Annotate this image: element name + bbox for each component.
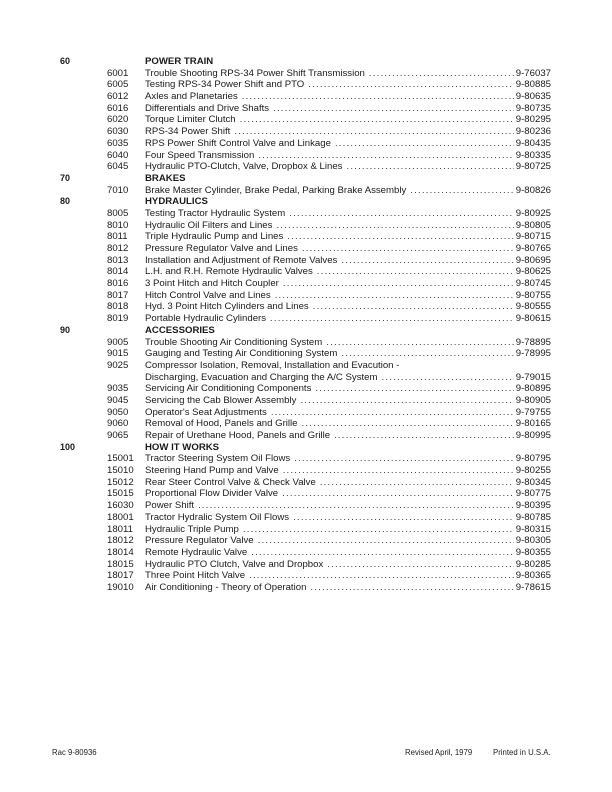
section-number: 80 xyxy=(60,196,71,207)
entry-page-number: 9-80795 xyxy=(515,453,551,465)
entry-page-number: 9-80305 xyxy=(515,535,551,547)
entry-title xyxy=(145,488,551,500)
toc-entry xyxy=(0,477,612,489)
dot-leader xyxy=(271,407,551,419)
toc-entry xyxy=(0,500,612,512)
entry-title-text: Triple Hydraulic Pump and Lines xyxy=(145,231,284,243)
entry-code: 18012 xyxy=(107,535,134,547)
entry-title-text: RPS-34 Power Shift xyxy=(145,126,231,138)
dot-leader xyxy=(283,278,551,290)
entry-code: 8018 xyxy=(107,301,129,313)
toc-entry xyxy=(0,103,612,115)
entry-page-number: 9-80395 xyxy=(515,500,551,512)
section-heading: HOW IT WORKS xyxy=(145,441,220,453)
entry-code: 6001 xyxy=(107,67,129,79)
entry-page-number: 9-80435 xyxy=(515,137,551,149)
section-number: 70 xyxy=(60,172,71,183)
entry-code: 8013 xyxy=(107,254,129,266)
entry-title xyxy=(145,103,551,115)
entry-title-text: Air Conditioning - Theory of Operation xyxy=(145,581,307,593)
entry-page-number: 9-80355 xyxy=(515,546,551,558)
entry-title-text: Four Speed Transmission xyxy=(145,149,255,161)
entry-title xyxy=(145,407,551,419)
entry-page-number: 9-80236 xyxy=(515,126,551,138)
entry-title xyxy=(145,535,551,547)
dot-leader xyxy=(273,103,551,115)
entry-title xyxy=(145,79,551,91)
entry-page-number: 9-80165 xyxy=(515,418,551,430)
table-of-contents xyxy=(0,56,612,594)
toc-entry xyxy=(0,465,612,477)
entry-page-number: 9-80285 xyxy=(515,558,551,570)
section-heading: ACCESSORIES xyxy=(145,324,215,336)
section-heading: BRAKES xyxy=(145,172,186,184)
entry-title-text: Removal of Hood, Panels and Grille xyxy=(145,418,298,430)
entry-code: 6020 xyxy=(107,114,129,126)
toc-entry xyxy=(0,138,612,150)
dot-leader xyxy=(270,313,551,325)
entry-page-number: 9-80885 xyxy=(515,79,551,91)
entry-title xyxy=(145,255,551,267)
entry-code: 15010 xyxy=(107,465,134,477)
section-number: 60 xyxy=(60,56,71,66)
toc-entry xyxy=(0,91,612,103)
entry-title xyxy=(145,512,551,524)
entry-code: 8019 xyxy=(107,313,129,325)
toc-entry xyxy=(0,570,612,582)
entry-title-text: Servicing Air Conditioning Components xyxy=(145,383,312,395)
entry-title xyxy=(145,150,551,162)
entry-code: 6016 xyxy=(107,102,129,114)
section-number: 100 xyxy=(60,441,76,452)
toc-entry xyxy=(0,208,612,220)
entry-page-number: 9-80615 xyxy=(515,313,551,325)
toc-entry xyxy=(0,337,612,349)
entry-title-line1 xyxy=(145,360,551,372)
entry-title-text: Pressure Regulator Valve xyxy=(145,535,254,547)
toc-entry xyxy=(0,524,612,536)
entry-page-number: 9-78995 xyxy=(515,348,551,360)
dot-leader xyxy=(258,535,551,547)
entry-code: 8017 xyxy=(107,289,129,301)
entry-page-number: 9-80826 xyxy=(515,184,551,196)
entry-title xyxy=(145,243,551,255)
entry-page-number: 9-80625 xyxy=(515,266,551,278)
dot-leader xyxy=(234,126,551,138)
dot-leader xyxy=(294,453,551,465)
entry-page-number: 9-80345 xyxy=(515,476,551,488)
entry-code: 18017 xyxy=(107,570,134,582)
section-heading: HYDRAULICS xyxy=(145,196,208,208)
entry-title xyxy=(145,208,551,220)
entry-title-text: Rear Steer Control Valve & Check Valve xyxy=(145,476,316,488)
entry-page-number: 9-80785 xyxy=(515,511,551,523)
entry-title xyxy=(145,126,551,138)
section-heading: POWER TRAIN xyxy=(145,56,214,67)
toc-entry xyxy=(0,301,612,313)
entry-title-text: Repair of Urethane Hood, Panels and Grille xyxy=(145,430,331,441)
dot-leader xyxy=(293,512,551,524)
toc-entry xyxy=(0,114,612,126)
toc-entry xyxy=(0,266,612,278)
entry-page-number: 9-80555 xyxy=(515,301,551,313)
entry-title-text: Trouble Shooting RPS-34 Power Shift Transmission xyxy=(145,67,365,79)
toc-entry xyxy=(0,161,612,173)
entry-page-number: 9-78615 xyxy=(515,581,551,593)
entry-title xyxy=(145,91,551,103)
entry-code: 9065 xyxy=(107,430,129,441)
entry-page-number: 9-80765 xyxy=(515,243,551,254)
toc-entry xyxy=(0,278,612,290)
entry-code: 9015 xyxy=(107,348,129,360)
entry-page-number: 9-80295 xyxy=(515,114,551,126)
dot-leader xyxy=(276,220,551,232)
toc-entry xyxy=(0,220,612,232)
entry-title xyxy=(145,220,551,232)
entry-title xyxy=(145,524,551,536)
toc-entry xyxy=(0,126,612,138)
entry-title-text: Testing Tractor Hydraulic System xyxy=(145,207,286,219)
entry-title-text: Power Shift xyxy=(145,500,195,512)
toc-entry xyxy=(0,231,612,243)
toc-entry xyxy=(0,243,612,255)
toc-entry xyxy=(0,547,612,559)
entry-title-text: Gauging and Testing Air Conditioning System xyxy=(145,348,338,360)
toc-entry xyxy=(0,535,612,547)
entry-title xyxy=(145,500,551,512)
section-heading-row xyxy=(0,442,612,454)
entry-title xyxy=(145,301,551,313)
entry-title xyxy=(145,372,551,384)
entry-title-text: Hitch Control Valve and Lines xyxy=(145,289,271,301)
entry-page-number: 9-80735 xyxy=(515,102,551,114)
entry-title xyxy=(145,290,551,302)
toc-entry xyxy=(0,395,612,407)
toc-entry xyxy=(0,418,612,430)
entry-code: 9050 xyxy=(107,406,129,418)
entry-code: 8010 xyxy=(107,219,129,231)
document-number: Rac 9-80936 xyxy=(52,748,97,757)
dot-leader xyxy=(289,208,551,220)
entry-title-text: 3 Point Hitch and Hitch Coupler xyxy=(145,278,279,290)
entry-code: 18015 xyxy=(107,558,134,570)
entry-title xyxy=(145,477,551,489)
entry-title xyxy=(145,337,551,349)
dot-leader xyxy=(198,500,551,512)
dot-leader xyxy=(287,231,551,243)
toc-entry xyxy=(0,79,612,91)
entry-title xyxy=(145,231,551,243)
toc-entry xyxy=(0,150,612,162)
revision-date: Revised April, 1979 xyxy=(405,748,473,757)
entry-code: 7010 xyxy=(107,184,129,196)
entry-title-text: Brake Master Cylinder, Brake Pedal, Parking Brake Assembly xyxy=(145,184,407,196)
entry-code: 8012 xyxy=(107,243,129,254)
entry-code: 16030 xyxy=(107,500,134,512)
entry-title xyxy=(145,453,551,465)
entry-page-number: 9-80745 xyxy=(515,278,551,290)
entry-page-number: 9-80715 xyxy=(515,231,551,243)
entry-code: 6012 xyxy=(107,91,129,103)
entry-page-number: 9-80925 xyxy=(515,207,551,219)
entry-code: 18011 xyxy=(107,523,133,535)
entry-code: 9060 xyxy=(107,418,129,430)
toc-entry xyxy=(0,453,612,465)
printed-in: Printed in U.S.A. xyxy=(493,748,551,757)
entry-code: 19010 xyxy=(107,581,134,593)
entry-code: 9005 xyxy=(107,336,129,348)
entry-page-number: 9-80315 xyxy=(515,523,551,535)
toc-entry xyxy=(0,383,612,395)
entry-code: 6040 xyxy=(107,149,129,161)
entry-title xyxy=(145,395,551,407)
toc-entry xyxy=(0,372,612,384)
entry-page-number: 9-80695 xyxy=(515,254,551,266)
entry-title xyxy=(145,383,551,395)
entry-page-number: 9-80635 xyxy=(515,91,551,103)
toc-entry xyxy=(0,512,612,524)
dot-leader xyxy=(251,547,551,559)
entry-title-text: Tractor Steering System Oil Flows xyxy=(145,453,291,465)
entry-page-number: 9-80895 xyxy=(515,383,551,395)
dot-leader xyxy=(258,150,551,162)
entry-page-number: 9-78895 xyxy=(515,336,551,348)
entry-code: 9025 xyxy=(107,359,129,371)
entry-title xyxy=(145,138,551,150)
entry-page-number: 9-80365 xyxy=(515,570,551,582)
entry-title xyxy=(145,547,551,559)
dot-leader xyxy=(240,114,551,126)
entry-title-text: Proportional Flow Divider Valve xyxy=(145,488,279,500)
entry-title xyxy=(145,582,551,594)
entry-title xyxy=(145,559,551,571)
entry-title xyxy=(145,68,551,80)
dot-leader xyxy=(242,91,551,103)
entry-title-text: Discharging, Evacuation and Charging the A/C System xyxy=(145,371,378,383)
toc-entry xyxy=(0,255,612,267)
entry-title-text: Remote Hydraulic Valve xyxy=(145,546,248,558)
section-heading-row xyxy=(0,173,612,185)
section-heading-row xyxy=(0,325,612,337)
section-heading-row xyxy=(0,56,612,68)
entry-code: 8014 xyxy=(107,266,129,278)
entry-title-text: Pressure Regulator Valve and Lines xyxy=(145,243,298,254)
entry-page-number: 9-80775 xyxy=(515,488,551,500)
entry-title xyxy=(145,465,551,477)
section-number: 90 xyxy=(60,324,71,335)
entry-title xyxy=(145,161,551,173)
entry-title-text: Portable Hydraulic Cylinders xyxy=(145,313,267,325)
entry-title-text: Hydraulic PTO Clutch, Valve and Dropbox xyxy=(145,558,324,570)
entry-code: 9035 xyxy=(107,383,129,395)
entry-page-number: 9-80755 xyxy=(515,289,551,301)
entry-page-number: 9-80335 xyxy=(515,149,551,161)
entry-title-text: Axles and Planetaries xyxy=(145,91,238,103)
entry-code: 18001 xyxy=(107,511,134,523)
entry-page-number: 9-80805 xyxy=(515,219,551,231)
entry-page-number: 9-79755 xyxy=(515,406,551,418)
entry-code: 6035 xyxy=(107,137,129,149)
toc-entry xyxy=(0,582,612,594)
entry-title-text: Trouble Shooting Air Conditioning System xyxy=(145,336,323,348)
entry-title xyxy=(145,418,551,430)
entry-title-text: Hyd. 3 Point Hitch Cylinders and Lines xyxy=(145,301,309,313)
entry-page-number: 9-80995 xyxy=(515,430,551,441)
entry-title-text: Hydraulic Oil Filters and Lines xyxy=(145,219,273,231)
entry-title xyxy=(145,114,551,126)
entry-title-text: Installation and Adjustment of Remote Valves xyxy=(145,254,338,266)
entry-title-text: Compressor Isolation, Removal, Installation and Evacution - xyxy=(145,359,400,371)
entry-code: 18014 xyxy=(107,546,134,558)
toc-entry xyxy=(0,559,612,571)
dot-leader xyxy=(275,290,551,302)
entry-title-text: Torque Limiter Clutch xyxy=(145,114,236,126)
toc-entry xyxy=(0,313,612,325)
section-heading-row xyxy=(0,196,612,208)
entry-page-number: 9-76037 xyxy=(515,67,551,79)
entry-code: 6030 xyxy=(107,126,129,138)
entry-page-number: 9-80255 xyxy=(515,465,551,477)
entry-page-number: 9-80905 xyxy=(515,394,551,406)
entry-title xyxy=(145,313,551,325)
entry-title-text: L.H. and R.H. Remote Hydraulic Valves xyxy=(145,266,313,278)
toc-entry xyxy=(0,430,612,442)
toc-entry xyxy=(0,290,612,302)
entry-code: 15015 xyxy=(107,488,134,500)
toc-entry xyxy=(0,488,612,500)
entry-code: 6045 xyxy=(107,161,129,173)
toc-entry xyxy=(0,407,612,419)
entry-code: 8016 xyxy=(107,278,129,290)
dot-leader xyxy=(283,465,551,477)
toc-entry xyxy=(0,185,612,197)
entry-title-text: Hydraulic Triple Pump xyxy=(145,523,239,535)
entry-title xyxy=(145,348,551,360)
entry-title-text: Hydraulic PTO-Clutch, Valve, Dropbox & Lines xyxy=(145,161,343,173)
toc-entry-line xyxy=(0,360,612,372)
entry-code: 9045 xyxy=(107,394,129,406)
entry-title-text: Operator's Seat Adjustments xyxy=(145,406,267,418)
entry-title-text: Tractor Hydralic System Oil Flows xyxy=(145,511,290,523)
entry-page-number: 9-79015 xyxy=(515,371,551,383)
dot-leader xyxy=(282,488,551,500)
entry-title-text: Three Point Hitch Valve xyxy=(145,570,246,582)
entry-title-text: RPS Power Shift Control Valve and Linkage xyxy=(145,137,331,149)
entry-title xyxy=(145,185,551,197)
entry-title xyxy=(145,570,551,582)
entry-title-text: Servicing the Cab Blower Assembly xyxy=(145,394,297,406)
entry-page-number: 9-80725 xyxy=(515,161,551,173)
entry-title-text: Testing RPS-34 Power Shift and PTO xyxy=(145,79,305,91)
toc-entry xyxy=(0,348,612,360)
entry-code: 8005 xyxy=(107,207,129,219)
dot-leader xyxy=(249,570,551,582)
entry-code: 6005 xyxy=(107,79,129,91)
entry-title-text: Differentials and Drive Shafts xyxy=(145,102,270,114)
entry-title xyxy=(145,266,551,278)
entry-title xyxy=(145,430,551,442)
toc-entry xyxy=(0,68,612,80)
dot-leader xyxy=(243,524,551,536)
entry-title xyxy=(145,278,551,290)
entry-title-text: Steering Hand Pump and Valve xyxy=(145,465,279,477)
entry-code: 15001 xyxy=(107,453,134,465)
entry-code: 8011 xyxy=(107,231,128,243)
entry-code: 15012 xyxy=(107,476,134,488)
